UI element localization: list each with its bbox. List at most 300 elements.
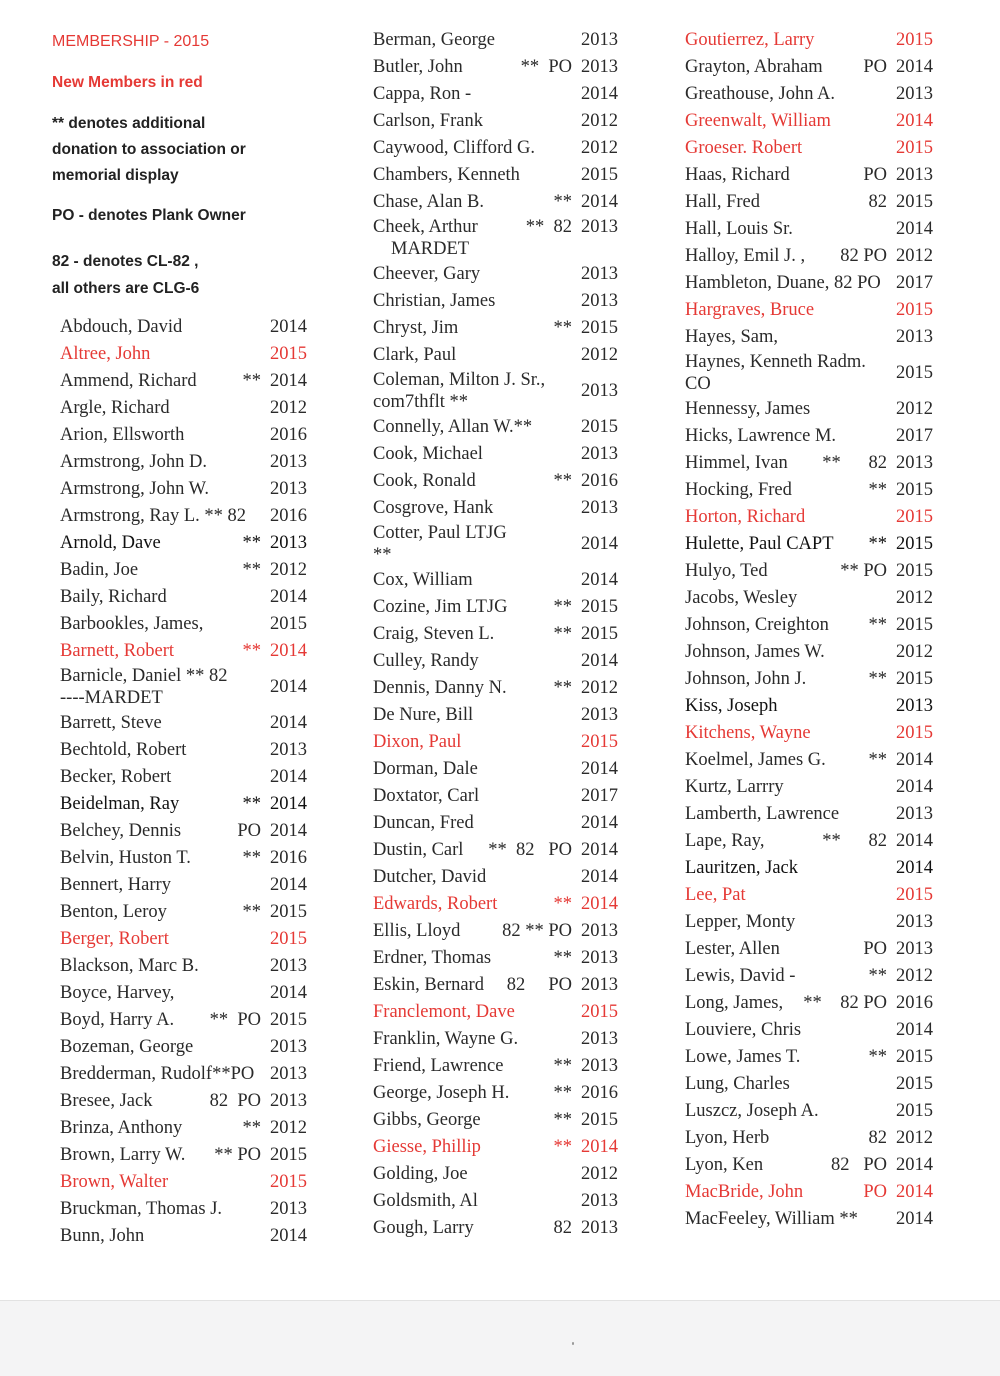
member-name <box>373 522 507 566</box>
member-year: 2013 <box>581 1218 618 1238</box>
member-row <box>373 369 618 414</box>
member-name-line: Badin, Joe <box>60 560 139 580</box>
member-year: 2015 <box>581 732 618 752</box>
member-designation: ** 82 PO <box>488 840 572 860</box>
member-name-line: Koelmel, James G. <box>685 750 826 770</box>
member-name-line: Lyon, Herb <box>685 1128 770 1148</box>
member-year: 2016 <box>270 425 307 445</box>
member-designation: ** <box>553 471 572 491</box>
member-name <box>685 27 814 54</box>
member-designation: ** 82 <box>525 217 572 237</box>
member-row <box>685 108 933 135</box>
member-year: 2014 <box>896 57 933 77</box>
member-name-line: Ellis, Lloyd <box>373 921 461 941</box>
member-name-line: Belchey, Dennis <box>60 821 182 841</box>
member-name-line: Dixon, Paul <box>373 732 462 752</box>
member-name <box>373 891 497 918</box>
member-name <box>373 999 515 1026</box>
member-row <box>373 594 618 621</box>
member-name-line: Baily, Richard <box>60 587 167 607</box>
member-name-line: Gough, Larry <box>373 1218 474 1238</box>
member-designation: 82 PO <box>209 1091 261 1111</box>
member-name-line: Lester, Allen <box>685 939 780 959</box>
member-designation: ** <box>553 1083 572 1103</box>
member-year: 2015 <box>896 669 933 689</box>
member-name-line: Blackson, Marc B. <box>60 956 199 976</box>
member-year: 2015 <box>896 300 933 320</box>
member-name-line: Lamberth, Lawrence <box>685 804 840 824</box>
member-year: 2015 <box>896 138 933 158</box>
member-row <box>373 702 618 729</box>
member-name-line: Brown, Larry W. <box>60 1145 186 1165</box>
member-row <box>685 216 933 243</box>
member-name-line: Bennert, Harry <box>60 875 171 895</box>
member-designation: ** <box>553 1110 572 1130</box>
member-name <box>373 648 479 675</box>
member-year: 2015 <box>896 30 933 50</box>
member-designation: ** 82 <box>822 453 887 473</box>
member-year: 2014 <box>896 1155 933 1175</box>
member-row <box>373 1107 618 1134</box>
member-name <box>60 1196 222 1223</box>
member-designation: ** <box>868 669 887 689</box>
member-year: 2015 <box>896 1047 933 1067</box>
member-name-line: Hulyo, Ted <box>685 561 768 581</box>
member-row <box>685 990 933 1017</box>
member-name-line: Barnett, Robert <box>60 641 175 661</box>
member-name-line: De Nure, Bill <box>373 705 474 725</box>
member-name <box>685 351 866 395</box>
member-year: 2014 <box>270 713 307 733</box>
member-name-line: Lepper, Monty <box>685 912 796 932</box>
member-name <box>685 990 783 1017</box>
member-year: 2012 <box>581 345 618 365</box>
member-row <box>60 872 307 899</box>
member-name-line: Eskin, Bernard <box>373 975 484 995</box>
member-name <box>685 558 768 585</box>
member-designation: ** <box>553 1137 572 1157</box>
member-year: 2014 <box>581 1137 618 1157</box>
member-name <box>60 611 203 638</box>
member-name-line: Doxtator, Carl <box>373 786 480 806</box>
donation-note-line: memorial display <box>52 167 179 184</box>
member-row <box>685 504 933 531</box>
member-name-line: Himmel, Ivan <box>685 453 788 473</box>
member-name <box>685 909 795 936</box>
member-year: 2012 <box>581 111 618 131</box>
member-name-line: Lyon, Ken <box>685 1155 764 1175</box>
member-name <box>373 810 474 837</box>
member-row <box>60 926 307 953</box>
member-name <box>685 243 805 270</box>
member-name-line: Johnson, James W. <box>685 642 825 662</box>
member-row <box>685 189 933 216</box>
member-row <box>373 675 618 702</box>
member-year: 2013 <box>581 498 618 518</box>
member-name <box>373 27 495 54</box>
member-row <box>685 666 933 693</box>
member-name-line: Lung, Charles <box>685 1074 790 1094</box>
member-row <box>60 1196 307 1223</box>
member-name <box>685 855 798 882</box>
member-year: 2015 <box>896 561 933 581</box>
member-name <box>373 1107 481 1134</box>
member-year: 2013 <box>581 1029 618 1049</box>
member-year: 2015 <box>270 614 307 634</box>
member-name-line: Berger, Robert <box>60 929 169 949</box>
member-name <box>685 270 881 297</box>
member-row <box>685 1206 933 1233</box>
member-row <box>60 314 307 341</box>
member-row <box>60 953 307 980</box>
member-year: 2016 <box>896 993 933 1013</box>
member-name-line: Brown, Walter <box>60 1172 169 1192</box>
member-name-line: Bozeman, George <box>60 1037 194 1057</box>
member-name-line: Greathouse, John A. <box>685 84 836 104</box>
member-year: 2012 <box>896 966 933 986</box>
member-name <box>373 702 473 729</box>
member-name-line: Lee, Pat <box>685 885 746 905</box>
member-year: 2013 <box>581 1056 618 1076</box>
member-year: 2015 <box>896 1074 933 1094</box>
member-name <box>685 666 806 693</box>
member-designation: 82 PO <box>840 246 887 266</box>
member-row <box>373 918 618 945</box>
member-year: 2015 <box>270 1145 307 1165</box>
member-designation: PO <box>237 821 261 841</box>
member-name <box>373 756 478 783</box>
member-name-line: Christian, James <box>373 291 496 311</box>
member-name-line: Barrett, Steve <box>60 713 162 733</box>
member-name-line: Kitchens, Wayne <box>685 723 811 743</box>
member-name <box>373 594 507 621</box>
member-name-line: CO <box>685 374 711 394</box>
member-name <box>685 747 826 774</box>
member-row <box>60 368 307 395</box>
member-designation: ** <box>868 966 887 986</box>
ship-designation-note <box>52 245 342 305</box>
member-name <box>373 441 483 468</box>
member-row <box>373 1188 618 1215</box>
member-year: 2014 <box>896 111 933 131</box>
member-row <box>60 611 307 638</box>
member-year: 2014 <box>581 813 618 833</box>
member-year: 2013 <box>896 327 933 347</box>
member-name <box>373 162 520 189</box>
scan-speck <box>572 1342 574 1345</box>
member-name <box>60 1169 168 1196</box>
member-name-line: Hocking, Fred <box>685 480 792 500</box>
member-year: 2015 <box>270 1172 307 1192</box>
member-name <box>373 54 463 81</box>
member-row <box>685 1152 933 1179</box>
member-year: 2014 <box>270 677 307 697</box>
member-designation: PO <box>863 939 887 959</box>
member-name-line: Chambers, Kenneth <box>373 165 520 185</box>
member-year: 2012 <box>896 246 933 266</box>
member-year: 2015 <box>581 165 618 185</box>
member-name-line: Goutierrez, Larry <box>685 30 815 50</box>
member-row <box>60 1088 307 1115</box>
member-name <box>685 1017 801 1044</box>
member-row <box>685 693 933 720</box>
member-name-line: Argle, Richard <box>60 398 170 418</box>
member-name-line: Berman, George <box>373 30 495 50</box>
member-designation: PO <box>863 1182 887 1202</box>
member-name <box>373 189 484 216</box>
member-row <box>685 27 933 54</box>
member-year: 2015 <box>896 1101 933 1121</box>
member-name <box>373 1188 478 1215</box>
member-row <box>60 476 307 503</box>
member-name <box>373 621 494 648</box>
member-designation: ** <box>553 597 572 617</box>
member-name-line: Cheever, Gary <box>373 264 481 284</box>
member-name-line: Hennessy, James <box>685 399 811 419</box>
member-row <box>373 810 618 837</box>
member-name <box>373 837 463 864</box>
member-year: 2014 <box>581 651 618 671</box>
member-column-2 <box>373 27 618 1242</box>
member-row <box>685 243 933 270</box>
member-name-line: Gibbs, George <box>373 1110 481 1130</box>
member-row <box>373 648 618 675</box>
member-row <box>373 891 618 918</box>
member-row <box>373 1026 618 1053</box>
member-name <box>373 81 471 108</box>
member-row <box>60 503 307 530</box>
member-row <box>373 1080 618 1107</box>
member-name-line: Altree, John <box>60 344 151 364</box>
member-name <box>373 1026 518 1053</box>
member-name-line: Becker, Robert <box>60 767 172 787</box>
member-year: 2015 <box>896 885 933 905</box>
member-year: 2014 <box>270 983 307 1003</box>
member-name <box>60 791 179 818</box>
member-row <box>685 936 933 963</box>
member-name <box>60 422 184 449</box>
ship-note-line: all others are CLG-6 <box>52 280 200 297</box>
member-row <box>60 764 307 791</box>
member-designation: ** <box>553 318 572 338</box>
member-name-line: Carlson, Frank <box>373 111 483 131</box>
member-row <box>373 216 618 261</box>
member-name <box>60 1007 174 1034</box>
member-designation: 82 <box>868 192 887 212</box>
donation-note-line: donation to association or <box>52 141 246 158</box>
member-name-line: Bechtold, Robert <box>60 740 187 760</box>
member-row <box>685 1017 933 1044</box>
member-year: 2012 <box>270 398 307 418</box>
member-year: 2014 <box>581 534 618 554</box>
member-name <box>60 368 197 395</box>
member-row <box>685 855 933 882</box>
member-name <box>373 261 480 288</box>
member-name <box>60 638 174 665</box>
member-year: 2015 <box>581 1110 618 1130</box>
member-name <box>60 764 171 791</box>
member-name <box>60 476 209 503</box>
member-name-line: Kurtz, Larrry <box>685 777 784 797</box>
member-year: 2013 <box>581 30 618 50</box>
member-designation: 82 PO <box>830 1155 887 1175</box>
member-name <box>685 423 836 450</box>
member-year: 2014 <box>581 84 618 104</box>
member-name-line: Clark, Paul <box>373 345 457 365</box>
member-name <box>60 737 186 764</box>
member-name <box>60 1115 182 1142</box>
member-name <box>373 468 476 495</box>
member-row <box>685 162 933 189</box>
member-row <box>685 747 933 774</box>
member-name-line: Dustin, Carl <box>373 840 464 860</box>
member-designation: ** <box>868 480 887 500</box>
member-name <box>685 135 802 162</box>
member-designation: ** <box>553 192 572 212</box>
member-row <box>373 1053 618 1080</box>
member-name-line: Hargraves, Bruce <box>685 300 815 320</box>
member-year: 2014 <box>270 821 307 841</box>
member-row <box>685 801 933 828</box>
member-name-line: Benton, Leroy <box>60 902 167 922</box>
member-name <box>60 395 170 422</box>
member-designation: ** PO <box>209 1010 261 1030</box>
member-name-line: Chase, Alan B. <box>373 192 484 212</box>
member-name <box>373 783 479 810</box>
member-name-line: Long, James, <box>685 993 784 1013</box>
member-name-line: ----MARDET <box>60 688 163 708</box>
member-name <box>60 926 169 953</box>
member-year: 2014 <box>581 867 618 887</box>
member-year: 2014 <box>896 219 933 239</box>
member-name-line: Halloy, Emil J. , <box>685 246 806 266</box>
member-row <box>60 1034 307 1061</box>
member-designation: ** <box>868 750 887 770</box>
member-name-line: MacBride, John <box>685 1182 804 1202</box>
member-name-line: Friend, Lawrence <box>373 1056 504 1076</box>
donation-note-line: ** denotes additional <box>52 115 206 132</box>
member-name <box>60 584 167 611</box>
member-year: 2013 <box>896 165 933 185</box>
member-year: 2013 <box>581 948 618 968</box>
member-name-line: Edwards, Robert <box>373 894 498 914</box>
member-name <box>60 449 207 476</box>
member-name-line: Ammend, Richard <box>60 371 197 391</box>
member-name <box>685 693 778 720</box>
member-name <box>373 1080 509 1107</box>
member-row <box>60 584 307 611</box>
member-name <box>685 963 795 990</box>
member-year: 2015 <box>896 192 933 212</box>
member-row <box>373 999 618 1026</box>
member-year: 2013 <box>896 696 933 716</box>
member-name <box>60 899 167 926</box>
page-title: MEMBERSHIP - 2015 <box>52 33 210 50</box>
member-year: 2016 <box>270 506 307 526</box>
member-name-line: Coleman, Milton J. Sr., <box>373 370 546 390</box>
member-name <box>685 531 834 558</box>
member-name-line: Hayes, Sam, <box>685 327 778 347</box>
member-year: 2013 <box>270 740 307 760</box>
member-year: 2017 <box>581 786 618 806</box>
member-name-line: Culley, Randy <box>373 651 479 671</box>
member-designation: ** PO <box>840 561 887 581</box>
member-year: 2015 <box>270 929 307 949</box>
member-name <box>373 675 507 702</box>
member-year: 2013 <box>896 939 933 959</box>
member-row <box>373 189 618 216</box>
member-year: 2012 <box>581 1164 618 1184</box>
member-year: 2015 <box>581 597 618 617</box>
member-year: 2015 <box>896 534 933 554</box>
member-designation: 82 <box>868 1128 887 1148</box>
member-year: 2013 <box>581 975 618 995</box>
member-designation: ** <box>868 1047 887 1067</box>
member-name-line: Franklin, Wayne G. <box>373 1029 519 1049</box>
member-row <box>373 837 618 864</box>
member-year: 2013 <box>896 912 933 932</box>
member-row <box>60 845 307 872</box>
member-year: 2016 <box>581 471 618 491</box>
member-name <box>60 1061 254 1088</box>
member-name <box>685 1125 769 1152</box>
member-row <box>373 567 618 594</box>
member-name <box>373 918 460 945</box>
member-name-line: Beidelman, Ray <box>60 794 180 814</box>
member-name <box>685 1071 790 1098</box>
member-row <box>685 135 933 162</box>
member-year: 2013 <box>270 1064 307 1084</box>
member-year: 2015 <box>581 318 618 338</box>
member-row <box>373 1161 618 1188</box>
member-row <box>685 324 933 351</box>
member-name <box>60 845 191 872</box>
member-name-line: Cappa, Ron - <box>373 84 472 104</box>
member-name <box>373 414 532 441</box>
member-year: 2014 <box>270 587 307 607</box>
member-name-line: Boyd, Harry A. <box>60 1010 175 1030</box>
member-name-line: Giesse, Phillip <box>373 1137 481 1157</box>
member-name-line: Golding, Joe <box>373 1164 468 1184</box>
member-name <box>685 612 829 639</box>
member-row <box>685 531 933 558</box>
member-name-line: com7thflt ** <box>373 392 469 412</box>
member-year: 2012 <box>896 642 933 662</box>
member-name <box>60 1088 152 1115</box>
member-name <box>60 1223 144 1250</box>
member-name <box>373 1161 468 1188</box>
member-name-line: Bresee, Jack <box>60 1091 153 1111</box>
member-name <box>685 324 778 351</box>
member-row <box>685 297 933 324</box>
member-year: 2013 <box>270 1037 307 1057</box>
member-name-line: Barnicle, Daniel ** 82 <box>60 666 228 686</box>
member-year: 2013 <box>581 381 618 401</box>
member-row <box>373 441 618 468</box>
member-row <box>60 980 307 1007</box>
member-name-line: Bredderman, Rudolf**PO <box>60 1064 255 1084</box>
member-designation: 82 <box>553 1218 572 1238</box>
member-row <box>685 909 933 936</box>
member-name <box>685 828 764 855</box>
member-name-line: Johnson, Creighton <box>685 615 829 635</box>
member-name <box>685 1098 819 1125</box>
member-row <box>60 791 307 818</box>
member-name-line: Connelly, Allan W.** <box>373 417 533 437</box>
member-row <box>685 81 933 108</box>
member-name <box>685 477 792 504</box>
member-name <box>373 1134 481 1161</box>
